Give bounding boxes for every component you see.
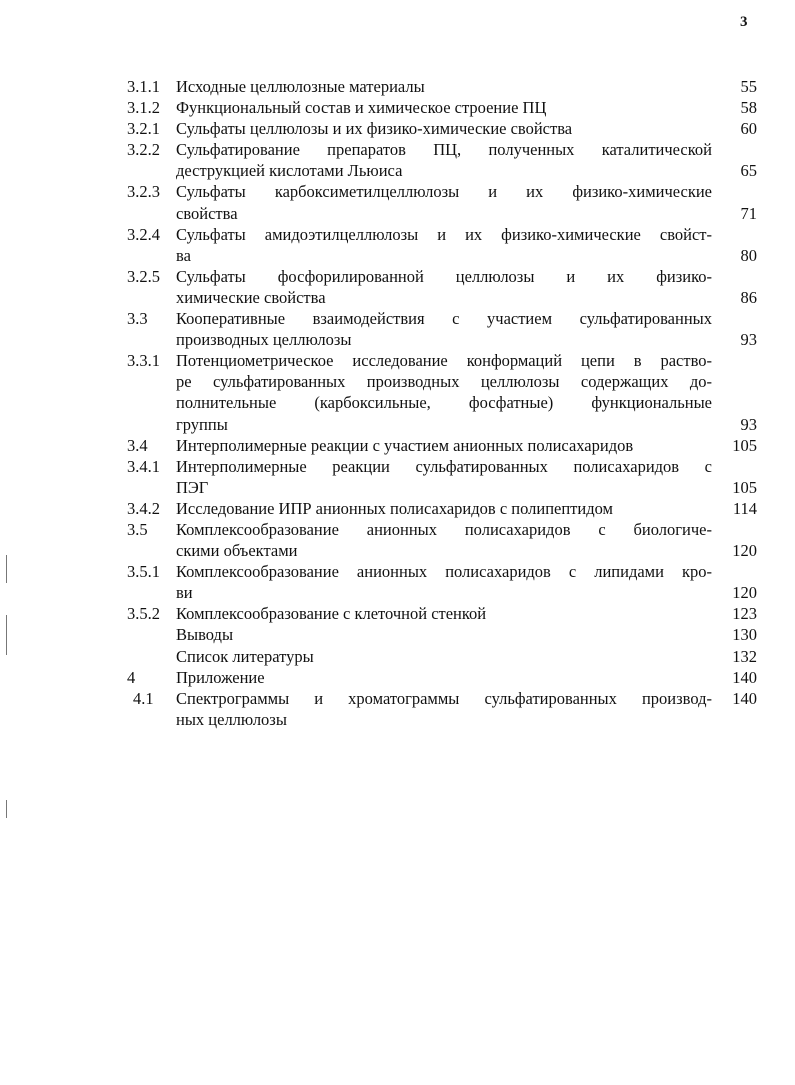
toc-entry [127,435,757,456]
toc-entry [127,97,757,118]
toc-entry-page: 114 [732,498,757,518]
toc-entry-page: 93 [740,414,757,434]
toc-entry [127,139,757,181]
toc-entry-page: 140 [732,667,757,687]
toc-entry-title [176,308,712,350]
toc-entry-line: скими объектами [176,541,298,561]
toc-entry-line: полнительные (карбоксильные, фосфатные) функциональные [176,393,712,413]
toc-entry-title [176,181,712,223]
toc-entry-line: Комплексообразование анионных полисахаридов с биологиче- [176,519,712,539]
toc-entry-line: Сульфаты целлюлозы и их физико-химические свойства [176,119,573,139]
toc-entry-title [176,519,712,561]
toc-entry [127,181,757,223]
toc-entry [127,308,757,350]
toc-entry-line: Комплексообразование с клеточной стенкой [176,604,487,624]
toc-entry-number: 3.2.2 [127,140,160,160]
toc-entry-number: 3.1.1 [127,77,160,96]
toc-entry-number: 3.5 [127,519,148,539]
toc-entry-page: 105 [732,477,757,497]
toc-entry-title [176,603,712,624]
toc-entry-title [176,624,712,645]
toc-entry [127,350,757,434]
toc-entry [127,266,757,308]
toc-entry-number: 3.5.1 [127,562,160,582]
toc-entry-title [176,646,712,667]
table-of-contents [127,76,757,730]
toc-entry-line: Сульфаты амидоэтилцеллюлозы и их физико-химические свойст- [176,224,712,244]
toc-entry [127,688,757,730]
toc-entry-page: 140 [732,688,757,708]
toc-entry-page: 105 [732,435,757,455]
toc-entry [127,667,757,688]
margin-mark-middle [6,615,7,655]
toc-entry-number: 3.4.2 [127,498,160,518]
toc-entry-title [176,456,712,498]
toc-entry-line: производных целлюлозы [176,330,352,350]
toc-entry-page: 132 [732,646,757,666]
toc-entry [127,624,757,645]
toc-entry-number: 3.3 [127,309,148,329]
toc-entry-number: 3.4 [127,435,148,455]
toc-entry-number: 3.2.5 [127,266,160,286]
toc-entry-page: 120 [732,583,757,603]
toc-entry-line: Функциональный состав и химическое строение ПЦ [176,98,547,118]
margin-mark-upper [6,555,7,583]
toc-entry-line: Спектрограммы и хроматограммы сульфатированных производ- [176,688,712,708]
toc-entry-number: 3.3.1 [127,351,160,371]
toc-entry-page: 58 [740,98,757,118]
toc-entry-line: Потенциометрическое исследование конформаций цепи в раство- [176,351,712,371]
toc-entry-line: ви [176,583,193,603]
toc-entry-line: Сульфаты фосфорилированной целлюлозы и их физико- [176,266,712,286]
toc-entry-page: 130 [732,625,757,645]
toc-entry-line: химические свойства [176,287,326,307]
toc-entry-line: Интерполимерные реакции с участием анионных полисахаридов [176,435,634,455]
toc-entry [127,519,757,561]
toc-entry-title [176,498,712,519]
toc-entry-title [176,667,712,688]
toc-entry-number: 4.1 [133,688,154,708]
toc-entry-page: 86 [740,287,757,307]
toc-entry-title [176,350,712,434]
toc-entry-title [176,266,712,308]
toc-entry-line: ПЭГ [176,477,209,497]
toc-entry-line: свойства [176,203,238,223]
toc-entry-title [176,688,712,730]
toc-entry-page: 123 [732,604,757,624]
toc-entry-line: ре сульфатированных производных целлюлозы содержащих до- [176,372,712,392]
toc-entry [127,118,757,139]
toc-entry [127,561,757,603]
toc-entry-page: 55 [740,77,757,96]
toc-entry-line: деструкцией кислотами Льюиса [176,161,403,181]
margin-mark-lower [6,800,7,818]
toc-entry-line: Сульфаты карбоксиметилцеллюлозы и их физико-химические [176,182,712,202]
toc-entry-page: 65 [740,161,757,181]
toc-entry-line: Комплексообразование анионных полисахаридов с липидами кро- [176,562,712,582]
toc-entry-page: 71 [740,203,757,223]
toc-entry [127,498,757,519]
toc-entry [127,456,757,498]
toc-entry-page: 60 [740,119,757,139]
toc-entry-page: 80 [740,245,757,265]
toc-entry-number: 3.2.1 [127,119,160,139]
toc-entry-page: 93 [740,330,757,350]
toc-entry-line: Исходные целлюлозные материалы [176,77,425,96]
toc-entry-line: Список литературы [176,646,314,666]
toc-entry-title [176,118,712,139]
toc-entry-line: Кооперативные взаимодействия с участием сульфатированных [176,309,712,329]
toc-entry-title [176,224,712,266]
page-number: 3 [740,14,748,30]
toc-entry [127,76,757,97]
toc-entry [127,224,757,266]
toc-entry-page: 120 [732,541,757,561]
toc-entry-title [176,561,712,603]
toc-entry [127,646,757,667]
toc-entry-number: 3.4.1 [127,456,160,476]
toc-entry-title [176,97,712,118]
toc-entry-number: 3.5.2 [127,604,160,624]
toc-entry-line: Приложение [176,667,265,687]
toc-entry-line: Интерполимерные реакции сульфатированных полисахаридов с [176,456,712,476]
toc-entry-number: 3.2.4 [127,224,160,244]
toc-entry-line: группы [176,414,228,434]
toc-entry-title [176,435,712,456]
toc-entry-line: Выводы [176,625,234,645]
toc-entry-number: 4 [127,667,136,687]
toc-entry-line: ных целлюлозы [176,709,287,729]
toc-entry-number: 3.2.3 [127,182,160,202]
toc-entry-line: Сульфатирование препаратов ПЦ, полученных каталитической [176,140,712,160]
toc-entry-line: ва [176,245,191,265]
toc-entry-line: Исследование ИПР анионных полисахаридов с полипептидом [176,498,613,518]
toc-entry-title [176,139,712,181]
toc-entry [127,603,757,624]
toc-entry-title [176,76,712,97]
toc-entry-number: 3.1.2 [127,98,160,118]
